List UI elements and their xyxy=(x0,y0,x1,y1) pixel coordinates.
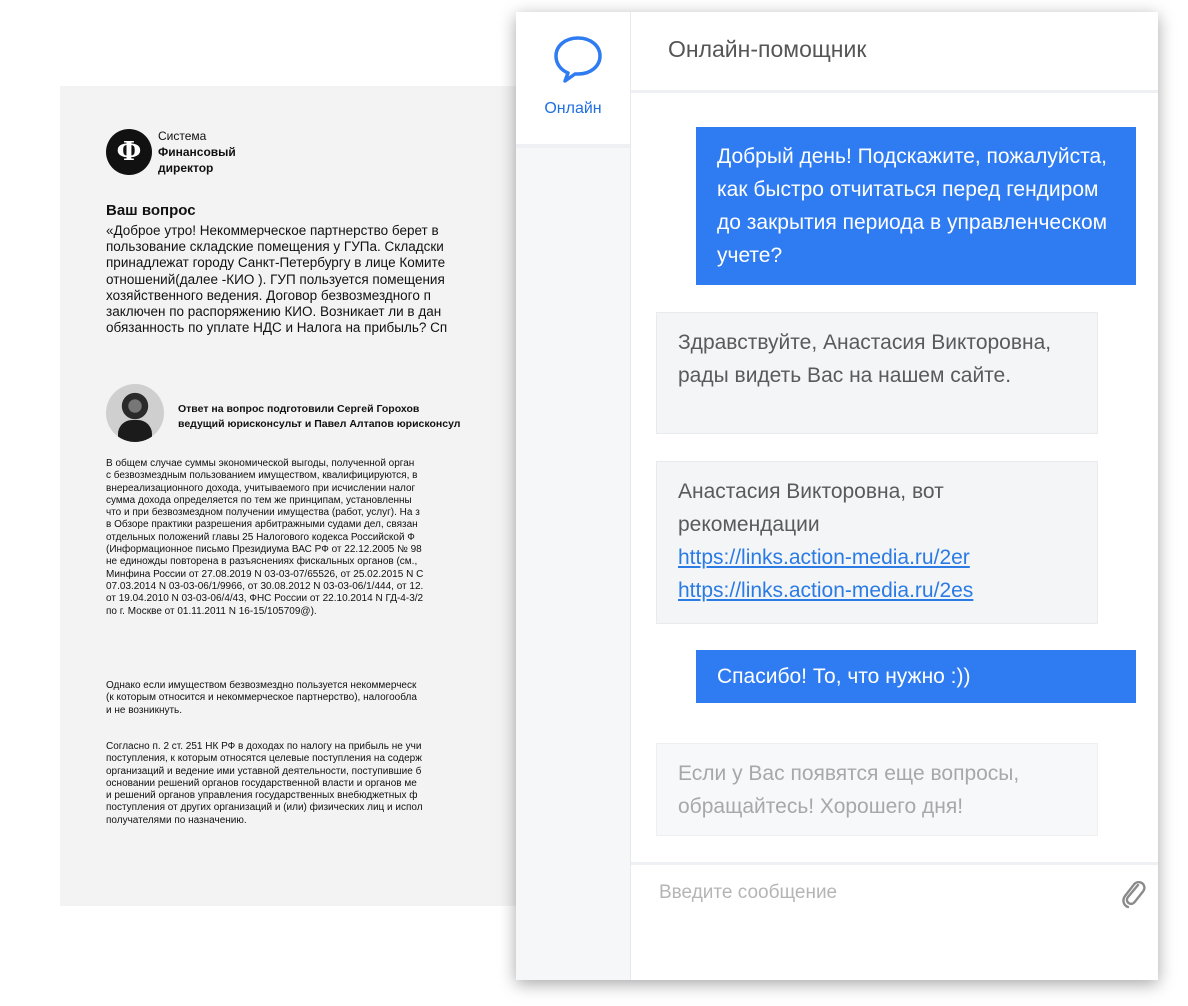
message-bot: Если у Вас появятся еще вопросы, обращайтесь! Хорошего дня! xyxy=(656,743,1098,836)
logo-line-2: Финансовый xyxy=(158,145,236,159)
author-avatar xyxy=(106,384,164,442)
message-bot-links xyxy=(656,461,1098,624)
answer-paragraph-3: Согласно п. 2 ст. 251 НК РФ в доходах по налогу на прибыль не учи поступления, к которым относятся целевые поступления на содерж организаций и ведение ими уставной деятельности, поступившие б основании решений органов государственной власти и органов ме и решений органов управления государственных внебюджетных ф поступления от других организаций и (или) физических лиц и испол получателями по назначению. xyxy=(106,741,423,826)
message-bot: Здравствуйте, Анастасия Викторовна, рады видеть Вас на нашем сайте. xyxy=(656,312,1098,434)
document-preview xyxy=(60,86,580,906)
chat-bubble-icon xyxy=(552,34,604,84)
tab-online[interactable] xyxy=(516,12,630,148)
chat-sidebar xyxy=(516,12,631,980)
logo-line-1: Система xyxy=(158,129,207,143)
logo-text xyxy=(158,128,236,176)
composer xyxy=(631,862,1158,983)
chat-title: Онлайн-помощник xyxy=(668,36,867,62)
message-input[interactable] xyxy=(657,879,1101,907)
chat-window xyxy=(516,12,1158,980)
tab-online-label: Онлайн xyxy=(544,100,602,117)
question-title: Ваш вопрос xyxy=(106,202,196,219)
message-user: Спасибо! То, что нужно :)) xyxy=(696,650,1136,703)
author-credit: Ответ на вопрос подготовили Сергей Горохов ведущий юрисконсульт и Павел Алтапов юрисконсул xyxy=(178,403,461,430)
recommendation-link-2[interactable]: https://links.action-media.ru/2es xyxy=(678,579,974,602)
logo-line-3: директор xyxy=(158,161,214,175)
message-user: Добрый день! Подскажите, пожалуйста, как быстро отчитаться перед гендиром до закрытия периода в управленческом учете? xyxy=(696,127,1136,285)
question-text: «Доброе утро! Некоммерческое партнерство берет в пользование складские помещения у ГУПа. Складски принадлежат городу Санкт-Петербургу в лице Комите отношений(далее -КИО ). ГУП пользуется помещения хозяйственного ведения. Договор безвозмездного п заключен по распоряжению КИО. Возникает ли в дан обязанность по уплате НДС и Налога на прибыль? Сп xyxy=(106,223,448,336)
message-text: Анастасия Викторовна, вот рекомендации xyxy=(678,480,944,536)
chat-header xyxy=(631,12,1158,93)
answer-paragraph-2: Однако если имуществом безвозмездно пользуется некоммерческ (к которым относится и некоммерческое партнерство), налогообла и не возникнуть. xyxy=(106,680,417,716)
logo-mark-icon: Ф xyxy=(106,129,152,175)
paperclip-icon[interactable] xyxy=(1119,877,1147,909)
logo xyxy=(106,128,236,176)
answer-paragraph-1: В общем случае суммы экономической выгоды, полученной орган с безвозмездным пользованием имуществом, квалифицируются, в внереализационного дохода, учитываемого при исчислении налог сумма дохода определяется по тем же принципам, установленны что и при безвозмездном получении имущества (работ, услуг). На з в Обзоре практики разрешения арбитражными судами дел, связан отдельных положений главы 25 Налогового кодекса Российской Ф (Информационное письмо Президиума ВАС РФ от 22.12.2005 № 98 не единожды повторена в разъяснениях фискальных органов (см., Минфина России от 27.08.2019 N 03-03-07/65526, от 25.02.2015 N С 07.03.2014 N 03-03-06/1/9966, от 30.08.2012 N 03-03-06/1/444, от 12. от 19.04.2010 N 03-03-06/4/43, ФНС России от 22.10.2014 N ГД-4-3/2 по г. Москве от 01.11.2011 N 16-15/105709@). xyxy=(106,458,424,617)
recommendation-link-1[interactable]: https://links.action-media.ru/2er xyxy=(678,546,970,569)
